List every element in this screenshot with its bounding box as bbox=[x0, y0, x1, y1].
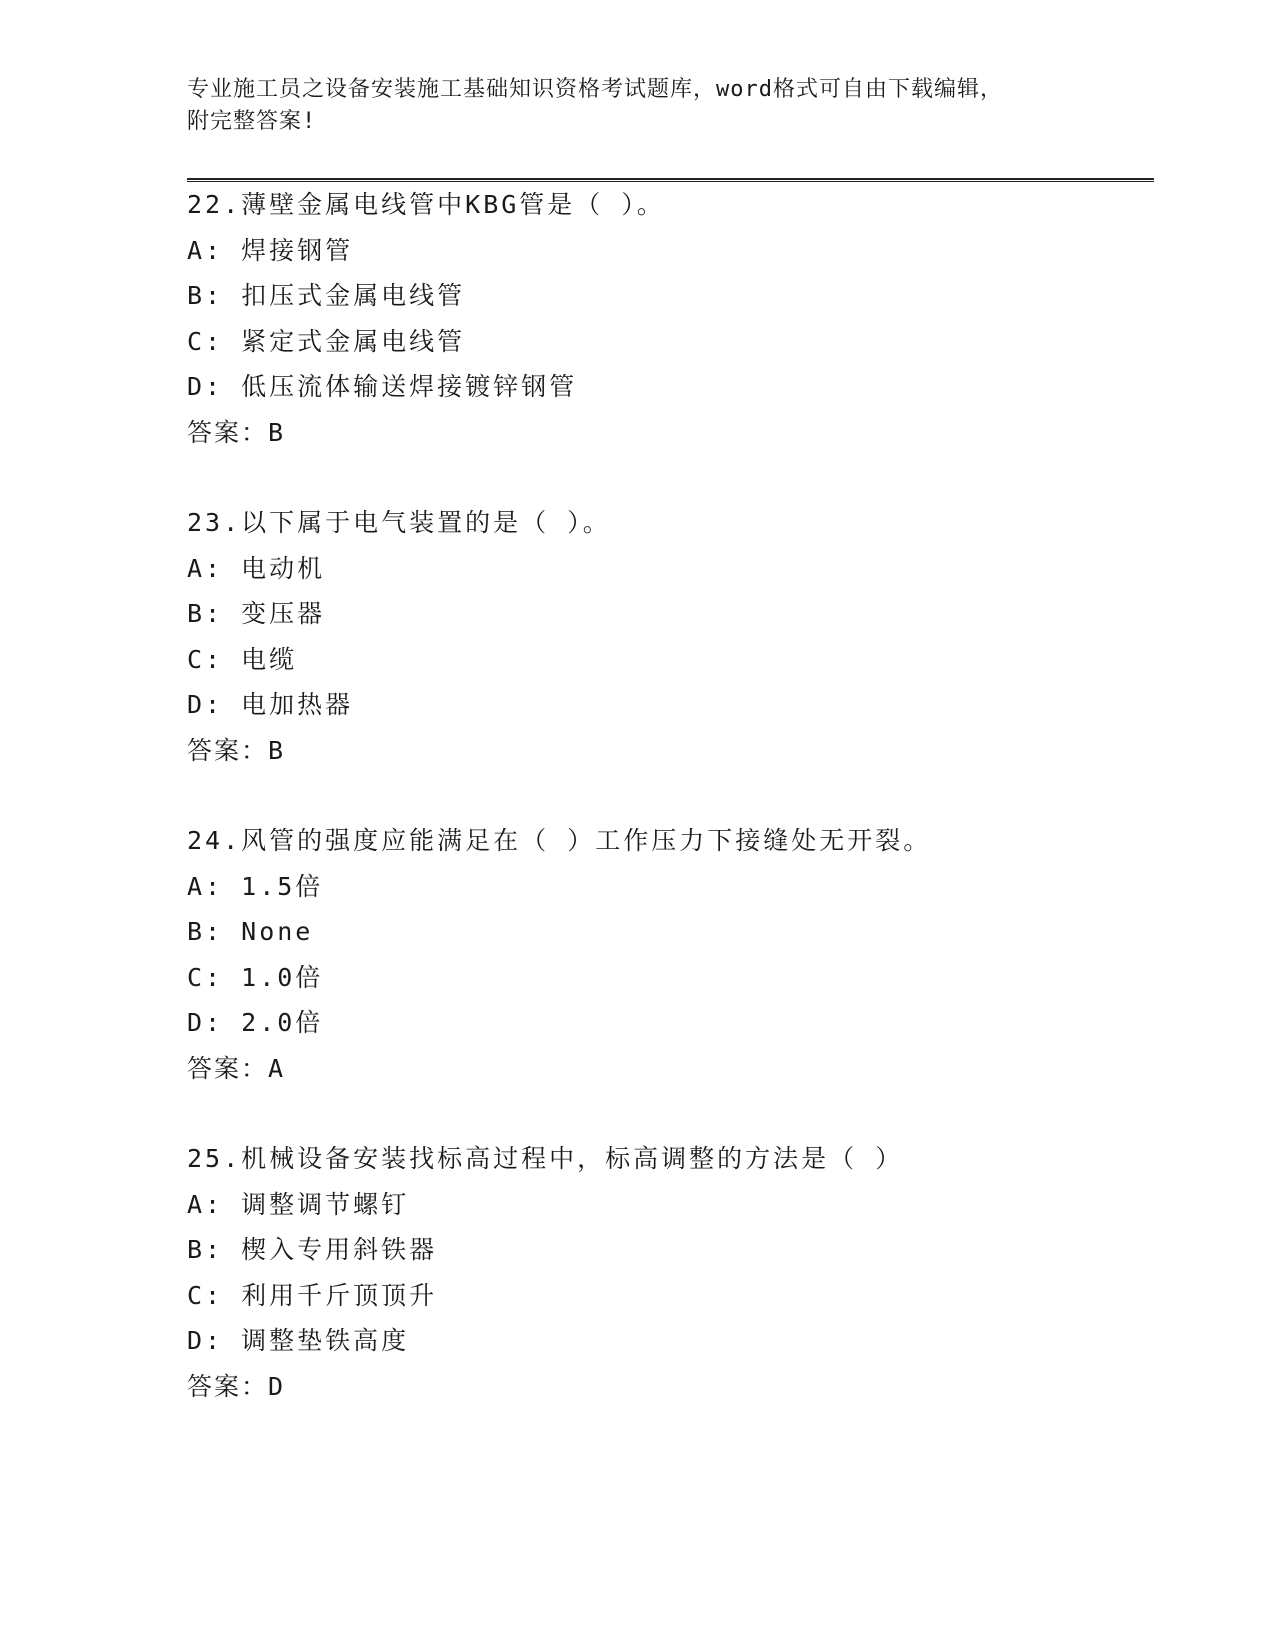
question-23 bbox=[187, 500, 1147, 773]
answer-label: 答案： bbox=[187, 735, 269, 765]
option-b: B: 楔入专用斜铁器 bbox=[187, 1235, 438, 1264]
answer-line bbox=[187, 1046, 1147, 1092]
option-c: C: 紧定式金属电线管 bbox=[187, 326, 466, 356]
answer-value: B bbox=[268, 417, 284, 447]
question-22 bbox=[187, 182, 1147, 455]
header-line-2: 附完整答案! bbox=[187, 109, 317, 134]
answer-label: 答案： bbox=[187, 417, 269, 447]
option-b: B: 变压器 bbox=[187, 599, 326, 628]
answer-value: A bbox=[268, 1053, 284, 1083]
question-24 bbox=[187, 818, 1147, 1091]
option-c: C: 利用千斤顶顶升 bbox=[187, 1280, 438, 1310]
option-d: D: 2.0倍 bbox=[187, 1008, 324, 1037]
answer-line bbox=[187, 728, 1147, 774]
option-c: C: 1.0倍 bbox=[187, 962, 324, 992]
answer-line bbox=[187, 410, 1147, 456]
question-stem: 23.以下属于电气装置的是（ ）。 bbox=[187, 508, 611, 537]
option-a: A: 焊接钢管 bbox=[187, 235, 354, 265]
option-d: D: 低压流体输送焊接镀锌钢管 bbox=[187, 372, 578, 401]
answer-label: 答案： bbox=[187, 1053, 269, 1083]
option-b: B: 扣压式金属电线管 bbox=[187, 281, 466, 310]
answer-value: D bbox=[268, 1371, 284, 1401]
answer-label: 答案： bbox=[187, 1371, 269, 1401]
option-d: D: 调整垫铁高度 bbox=[187, 1326, 410, 1355]
option-b: B: None bbox=[187, 917, 314, 946]
option-d: D: 电加热器 bbox=[187, 690, 354, 719]
option-c: C: 电缆 bbox=[187, 644, 298, 674]
question-stem: 25.机械设备安装找标高过程中，标高调整的方法是（ ） bbox=[187, 1144, 904, 1173]
question-25 bbox=[187, 1136, 1147, 1409]
option-a: A: 调整调节螺钉 bbox=[187, 1189, 410, 1219]
answer-line bbox=[187, 1364, 1147, 1410]
question-stem: 24.风管的强度应能满足在（ ）工作压力下接缝处无开裂。 bbox=[187, 826, 932, 855]
option-a: A: 电动机 bbox=[187, 553, 326, 583]
header-line-1: 专业施工员之设备安装施工基础知识资格考试题库，word格式可自由下载编辑， bbox=[187, 77, 1003, 102]
document-header bbox=[187, 74, 1087, 138]
question-stem: 22.薄壁金属电线管中KBG管是（ ）。 bbox=[187, 190, 665, 219]
option-a: A: 1.5倍 bbox=[187, 871, 324, 901]
answer-value: B bbox=[268, 735, 284, 765]
